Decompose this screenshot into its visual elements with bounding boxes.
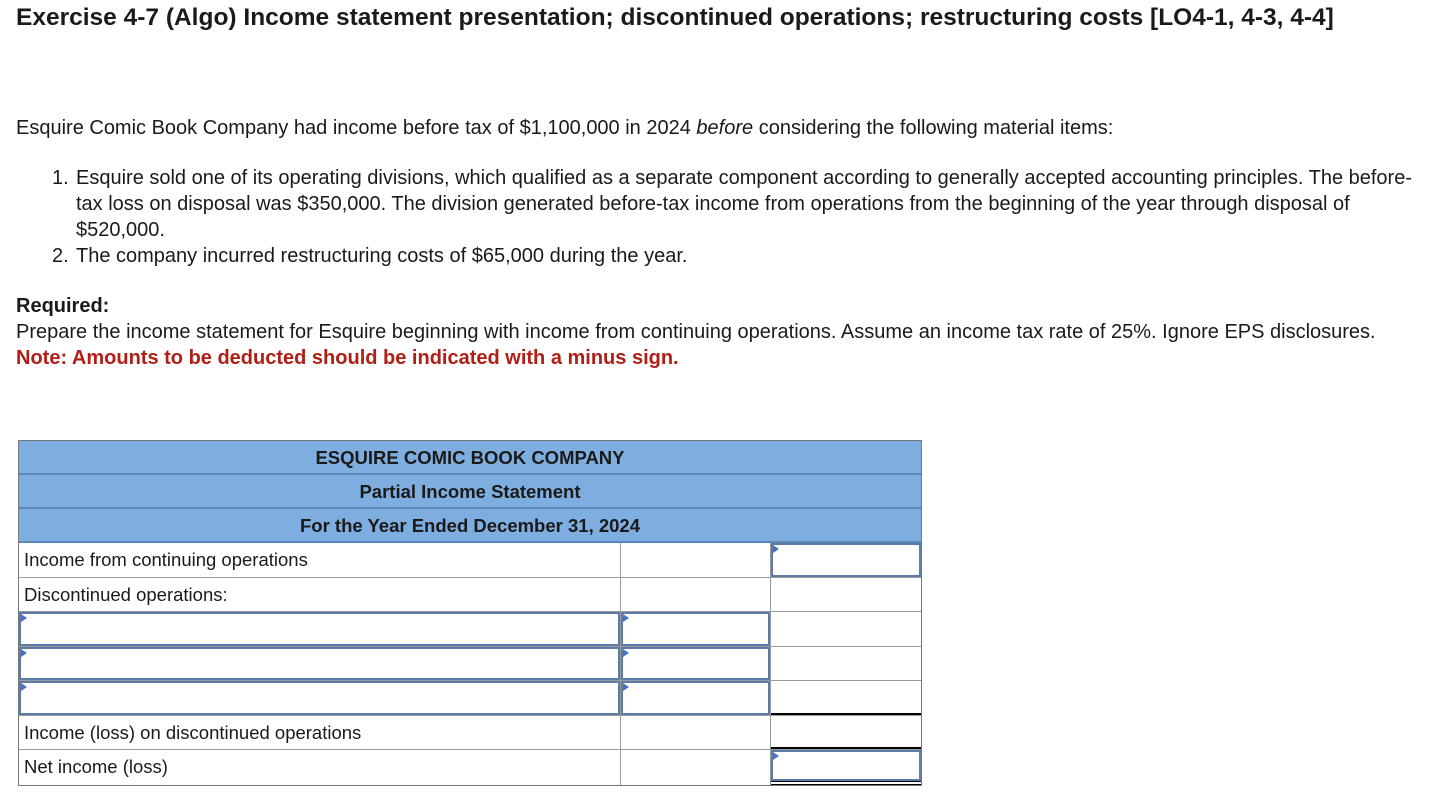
- row-label-net-income: Net income (loss): [19, 750, 621, 785]
- table-row: [19, 716, 921, 751]
- required-text: Prepare the income statement for Esquire beginning with income from continuing operations. Assume an income tax rate of 25%. Ignore EPS disclosures.: [16, 321, 1376, 343]
- income-statement-table: [18, 440, 922, 786]
- exercise-title: Exercise 4-7 (Algo) Income statement presentation; discontinued operations; restructuring costs [LO4-1, 4-3, 4-4]: [16, 4, 1334, 31]
- item-number: 1.: [52, 167, 69, 189]
- line1-label-dropdown[interactable]: [21, 617, 618, 647]
- table-row: [19, 612, 921, 647]
- intro-italic: before: [696, 117, 754, 139]
- net-income-amount-input[interactable]: [773, 752, 919, 779]
- item-list: [16, 165, 1421, 269]
- item-text: The company incurred restructuring costs of $65,000 during the year.: [76, 245, 688, 267]
- line2-amount-input[interactable]: [623, 649, 768, 679]
- table-row: [19, 681, 921, 716]
- required-section: [16, 293, 1416, 371]
- line3-amount-input[interactable]: [623, 683, 768, 713]
- continuing-amount-input[interactable]: [773, 545, 919, 575]
- required-note: Note: Amounts to be deducted should be indicated with a minus sign.: [16, 347, 679, 369]
- item-number: 2.: [52, 245, 69, 267]
- intro-text: [16, 115, 1113, 141]
- statement-period: For the Year Ended December 31, 2024: [19, 509, 921, 543]
- table-row: [19, 647, 921, 682]
- list-item: [16, 243, 1421, 269]
- intro-before: Esquire Comic Book Company had income before tax of $1,100,000 in 2024: [16, 117, 697, 139]
- company-name: ESQUIRE COMIC BOOK COMPANY: [19, 441, 921, 475]
- line1-amount-input[interactable]: [623, 614, 768, 644]
- item-text: Esquire sold one of its operating divisions, which qualified as a separate component according to generally accepted accounting principles. The before-tax loss on disposal was $350,000. The division generated before-tax income from operations from the beginning of the year through disposal of $520,000.: [76, 167, 1412, 241]
- table-row: [19, 578, 921, 613]
- required-label: Required:: [16, 295, 110, 317]
- row-label-discontinued: Discontinued operations:: [19, 578, 621, 612]
- row-label-continuing: Income from continuing operations: [19, 543, 621, 577]
- table-row: [19, 543, 921, 578]
- intro-after: considering the following material items:: [753, 117, 1114, 139]
- list-item: [16, 165, 1421, 243]
- line3-label-dropdown[interactable]: [21, 686, 618, 716]
- row-label-discontinued-total: Income (loss) on discontinued operations: [19, 716, 621, 750]
- line2-label-dropdown[interactable]: [21, 651, 618, 681]
- statement-name: Partial Income Statement: [19, 475, 921, 509]
- table-row: [19, 750, 921, 785]
